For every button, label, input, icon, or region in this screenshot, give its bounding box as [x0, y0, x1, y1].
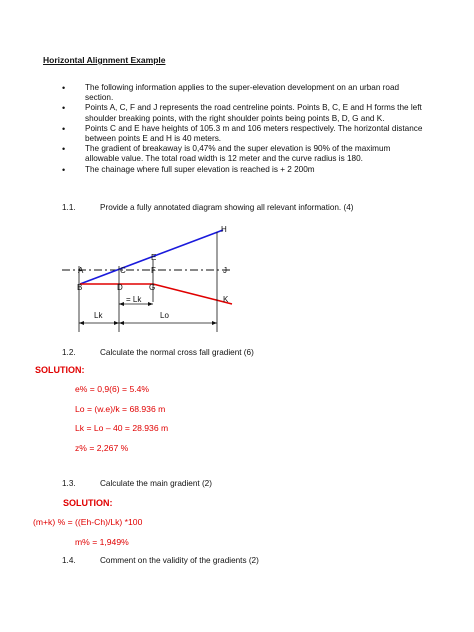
solution-line: Lk = Lo – 40 = 28.936 m — [75, 423, 169, 433]
super-elevation-diagram — [60, 222, 250, 346]
solution-line: (m+k) % = ((Eh-Ch)/Lk) *100 — [33, 517, 143, 527]
label-f: F — [151, 266, 156, 275]
info-bullet-list — [62, 83, 424, 175]
dim-lo: Lo — [160, 311, 169, 320]
question-number: 1.1. — [62, 203, 76, 212]
label-k: K — [223, 295, 229, 304]
question-text: Comment on the validity of the gradients (2) — [100, 556, 259, 565]
question-number: 1.2. — [62, 348, 76, 357]
right-shoulder-falling-line — [153, 284, 232, 304]
label-j: J — [223, 266, 227, 275]
label-g: G — [149, 283, 156, 292]
question-text: Provide a fully annotated diagram showing all relevant information. (4) — [100, 203, 354, 212]
question-text: Calculate the normal cross fall gradient (6) — [100, 348, 254, 357]
label-e: E — [151, 253, 157, 262]
solution-label: SOLUTION: — [35, 365, 85, 375]
dim-lk-inner: = Lk — [126, 295, 142, 304]
label-h: H — [221, 225, 227, 234]
bullet-item: • Points C and E have heights of 105.3 m and 106 meters respectively. The horizontal distance between points E and H is 40 meters. — [62, 124, 424, 144]
question-text: Calculate the main gradient (2) — [100, 479, 212, 488]
solution-label: SOLUTION: — [63, 498, 113, 508]
question-number: 1.4. — [62, 556, 76, 565]
bullet-item: • Points A, C, F and J represents the road centreline points. Points B, C, E and H forms the left shoulder breaking points, with the right shoulder points being points B, D, G and K. — [62, 103, 424, 123]
solution-line: z% = 2,267 % — [75, 443, 129, 453]
dim-lk: Lk — [94, 311, 103, 320]
bullet-item: • The chainage where full super elevation is reached is + 2 200m — [62, 165, 424, 175]
label-a: A — [78, 266, 84, 275]
document-title: Horizontal Alignment Example — [43, 55, 166, 65]
label-b: B — [77, 283, 83, 292]
question-number: 1.3. — [62, 479, 76, 488]
bullet-item: • The following information applies to the super-elevation development on an urban road section. — [62, 83, 424, 103]
solution-line: e% = 0,9(6) = 5.4% — [75, 384, 150, 394]
label-c: C — [120, 266, 126, 275]
solution-line: m% = 1,949% — [75, 537, 129, 547]
label-d: D — [117, 283, 123, 292]
bullet-item: • The gradient of breakaway is 0,47% and the super elevation is 90% of the maximum allowable value. The total road width is 12 meter and the curve radius is 180. — [62, 144, 424, 164]
solution-line: Lo = (w.e)/k = 68.936 m — [75, 404, 166, 414]
